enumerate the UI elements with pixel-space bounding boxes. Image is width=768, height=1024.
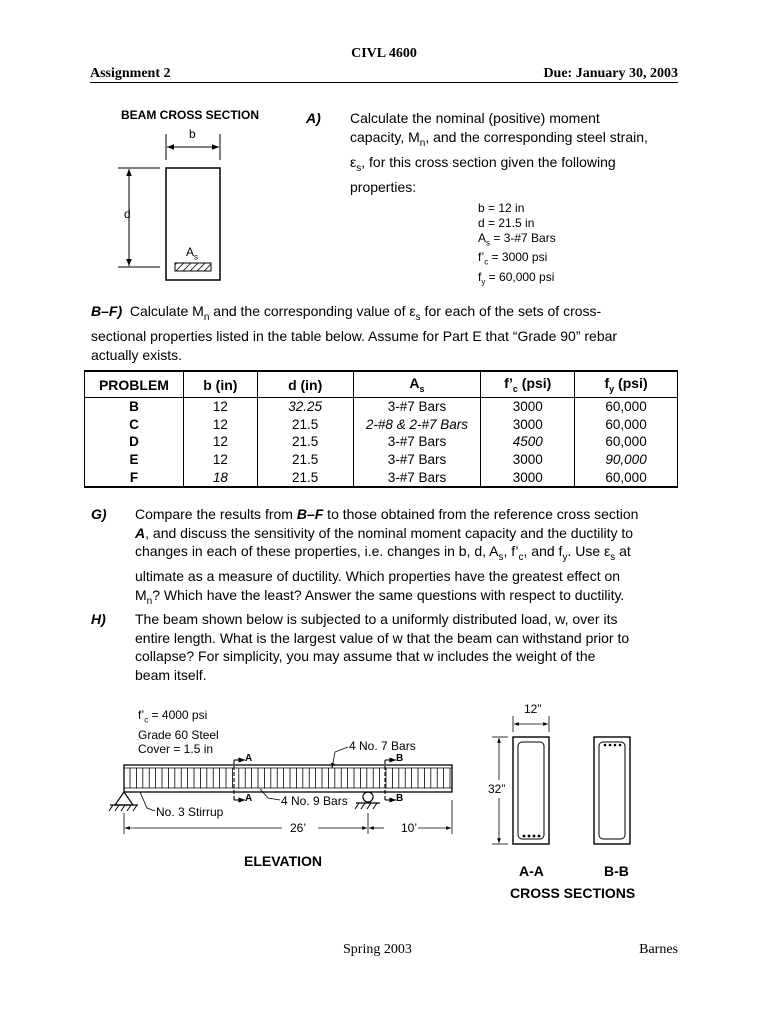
table-row — [85, 451, 678, 469]
cell-as: 3-#7 Bars — [353, 468, 481, 487]
section-b-stirrup — [599, 742, 625, 839]
cell-fc: 3000 — [481, 416, 575, 434]
section-height-label: 32” — [488, 782, 506, 796]
cut-b-top-label: B — [396, 753, 404, 764]
cell-d: 21.5 — [257, 468, 353, 487]
d-label: d — [124, 207, 131, 221]
cell-b: 12 — [183, 433, 257, 451]
figure-a-title: BEAM CROSS SECTION — [121, 108, 260, 122]
table-row — [85, 416, 678, 434]
b-label: b — [189, 127, 196, 141]
cell-problem: C — [85, 416, 184, 434]
roller-support — [363, 792, 373, 802]
cell-d: 21.5 — [257, 451, 353, 469]
section-b-caption: B-B — [604, 863, 629, 879]
cell-fy: 60,000 — [575, 416, 678, 434]
dim-right-label: 10’ — [401, 821, 418, 835]
steel-area-hatch — [175, 263, 211, 271]
assignment-number: Assignment 2 — [90, 66, 171, 81]
cut-a-top-label: A — [245, 753, 253, 764]
elevation-caption: ELEVATION — [244, 853, 323, 869]
part-h-label: H) — [91, 611, 106, 627]
cross-sections-diagram — [486, 712, 646, 852]
part-a-text: Calculate the nominal (positive) moment capacity, $M_n$, and the corresponding steel strain, $\varepsilon_s$, for this cross section given the following properties: — [350, 110, 648, 196]
bottom-bars-label: 4 No. 9 Bars — [281, 794, 348, 808]
footer-author: Barnes — [639, 942, 678, 957]
cell-problem: F — [85, 468, 184, 487]
as-label: $A_s$ — [186, 245, 199, 262]
col-header-fc: $f’_c$ (psi) — [481, 371, 575, 398]
part-g-text: Compare the results from B–F to those obtained from the reference cross section A, and discuss the sensitivity of the nominal moment capacity and the ductility to changes in each of these properties, i.e. changes in b, d, $A_s$, $f’_c$, and $f_y$. Use $\varepsilon_s$ at ultimate as a measure of ductility. Which properties have the greatest effect on $M_n$? Which have the least? Answer the same questions with respect to ductility. — [135, 506, 639, 607]
course-title: CIVL 4600 — [351, 46, 417, 61]
part-bf-text: B–F) Calculate $M_n$ and the corresponding value of $\varepsilon_s$ for each of the sets of cross- sectional properties listed in the table below. Assume for Part E that “Grade 90” rebar actually exists. — [91, 303, 618, 363]
section-b-bars — [604, 744, 622, 747]
pin-support — [115, 792, 133, 805]
cell-fc: 3000 — [481, 451, 575, 469]
cell-d: 21.5 — [257, 433, 353, 451]
cell-d: 21.5 — [257, 416, 353, 434]
top-bars-label: 4 No. 7 Bars — [349, 739, 416, 753]
beam-cross-section-diagram — [100, 120, 240, 290]
part-g-label: G) — [91, 506, 107, 522]
part-bf-label: B–F) — [91, 303, 123, 319]
cut-b-bottom-label: B — [396, 793, 404, 804]
cell-b: 18 — [183, 468, 257, 487]
section-a-caption: A-A — [519, 863, 544, 879]
cell-b: 12 — [183, 451, 257, 469]
table-row — [85, 468, 678, 487]
dim-left-label: 26’ — [290, 821, 307, 835]
cell-fc: 3000 — [481, 468, 575, 487]
cell-as: 3-#7 Bars — [353, 451, 481, 469]
table-row — [85, 398, 678, 416]
cell-fy: 60,000 — [575, 398, 678, 416]
col-header-b: b (in) — [183, 371, 257, 398]
part-a-properties: b = 12 in d = 21.5 in $A_s$ = 3-#7 Bars $f’_c = 3000$ psi $f_y = 60,000$ psi — [478, 201, 556, 287]
cell-fc: 3000 — [481, 398, 575, 416]
cell-as: 3-#7 Bars — [353, 398, 481, 416]
cell-problem: D — [85, 433, 184, 451]
cell-fy: 90,000 — [575, 451, 678, 469]
section-cut-b — [385, 760, 396, 800]
due-date: Due: January 30, 2003 — [543, 66, 678, 81]
col-header-fy: $f_y$ (psi) — [575, 371, 678, 398]
table-header-row — [85, 371, 678, 398]
cell-problem: E — [85, 451, 184, 469]
cell-fy: 60,000 — [575, 468, 678, 487]
material-notes: $f’_c = 4000$ psi Grade 60 Steel Cover = 1.5 in — [138, 708, 219, 757]
cell-problem: B — [85, 398, 184, 416]
cut-a-bottom-label: A — [245, 793, 253, 804]
footer-term: Spring 2003 — [343, 942, 412, 957]
cell-as: 3-#7 Bars — [353, 433, 481, 451]
stirrup-label: No. 3 Stirrup — [156, 805, 224, 819]
section-width-label: 12” — [524, 702, 542, 716]
cell-b: 12 — [183, 416, 257, 434]
table-row — [85, 433, 678, 451]
section-a-stirrup — [518, 742, 544, 839]
cross-sections-caption: CROSS SECTIONS — [510, 885, 636, 901]
col-header-problem: PROBLEM — [85, 371, 184, 398]
col-header-d: d (in) — [257, 371, 353, 398]
section-a-bars — [523, 835, 541, 838]
section-cut-a — [234, 760, 245, 800]
stirrups — [130, 768, 450, 788]
cell-fc: 4500 — [481, 433, 575, 451]
col-header-as: $A_s$ — [353, 371, 481, 398]
cell-b: 12 — [183, 398, 257, 416]
cell-fy: 60,000 — [575, 433, 678, 451]
properties-table — [84, 370, 678, 488]
part-a-label: A) — [306, 110, 321, 126]
part-h-text: The beam shown below is subjected to a uniformly distributed load, w, over its entire length. What is the largest value of w that the beam can withstand prior to collapse? For simplicity, you may assume that w includes the weight of the beam itself. — [135, 611, 630, 683]
header-rule — [90, 82, 678, 83]
cell-d: 32.25 — [257, 398, 353, 416]
cell-as: 2-#8 & 2-#7 Bars — [353, 416, 481, 434]
